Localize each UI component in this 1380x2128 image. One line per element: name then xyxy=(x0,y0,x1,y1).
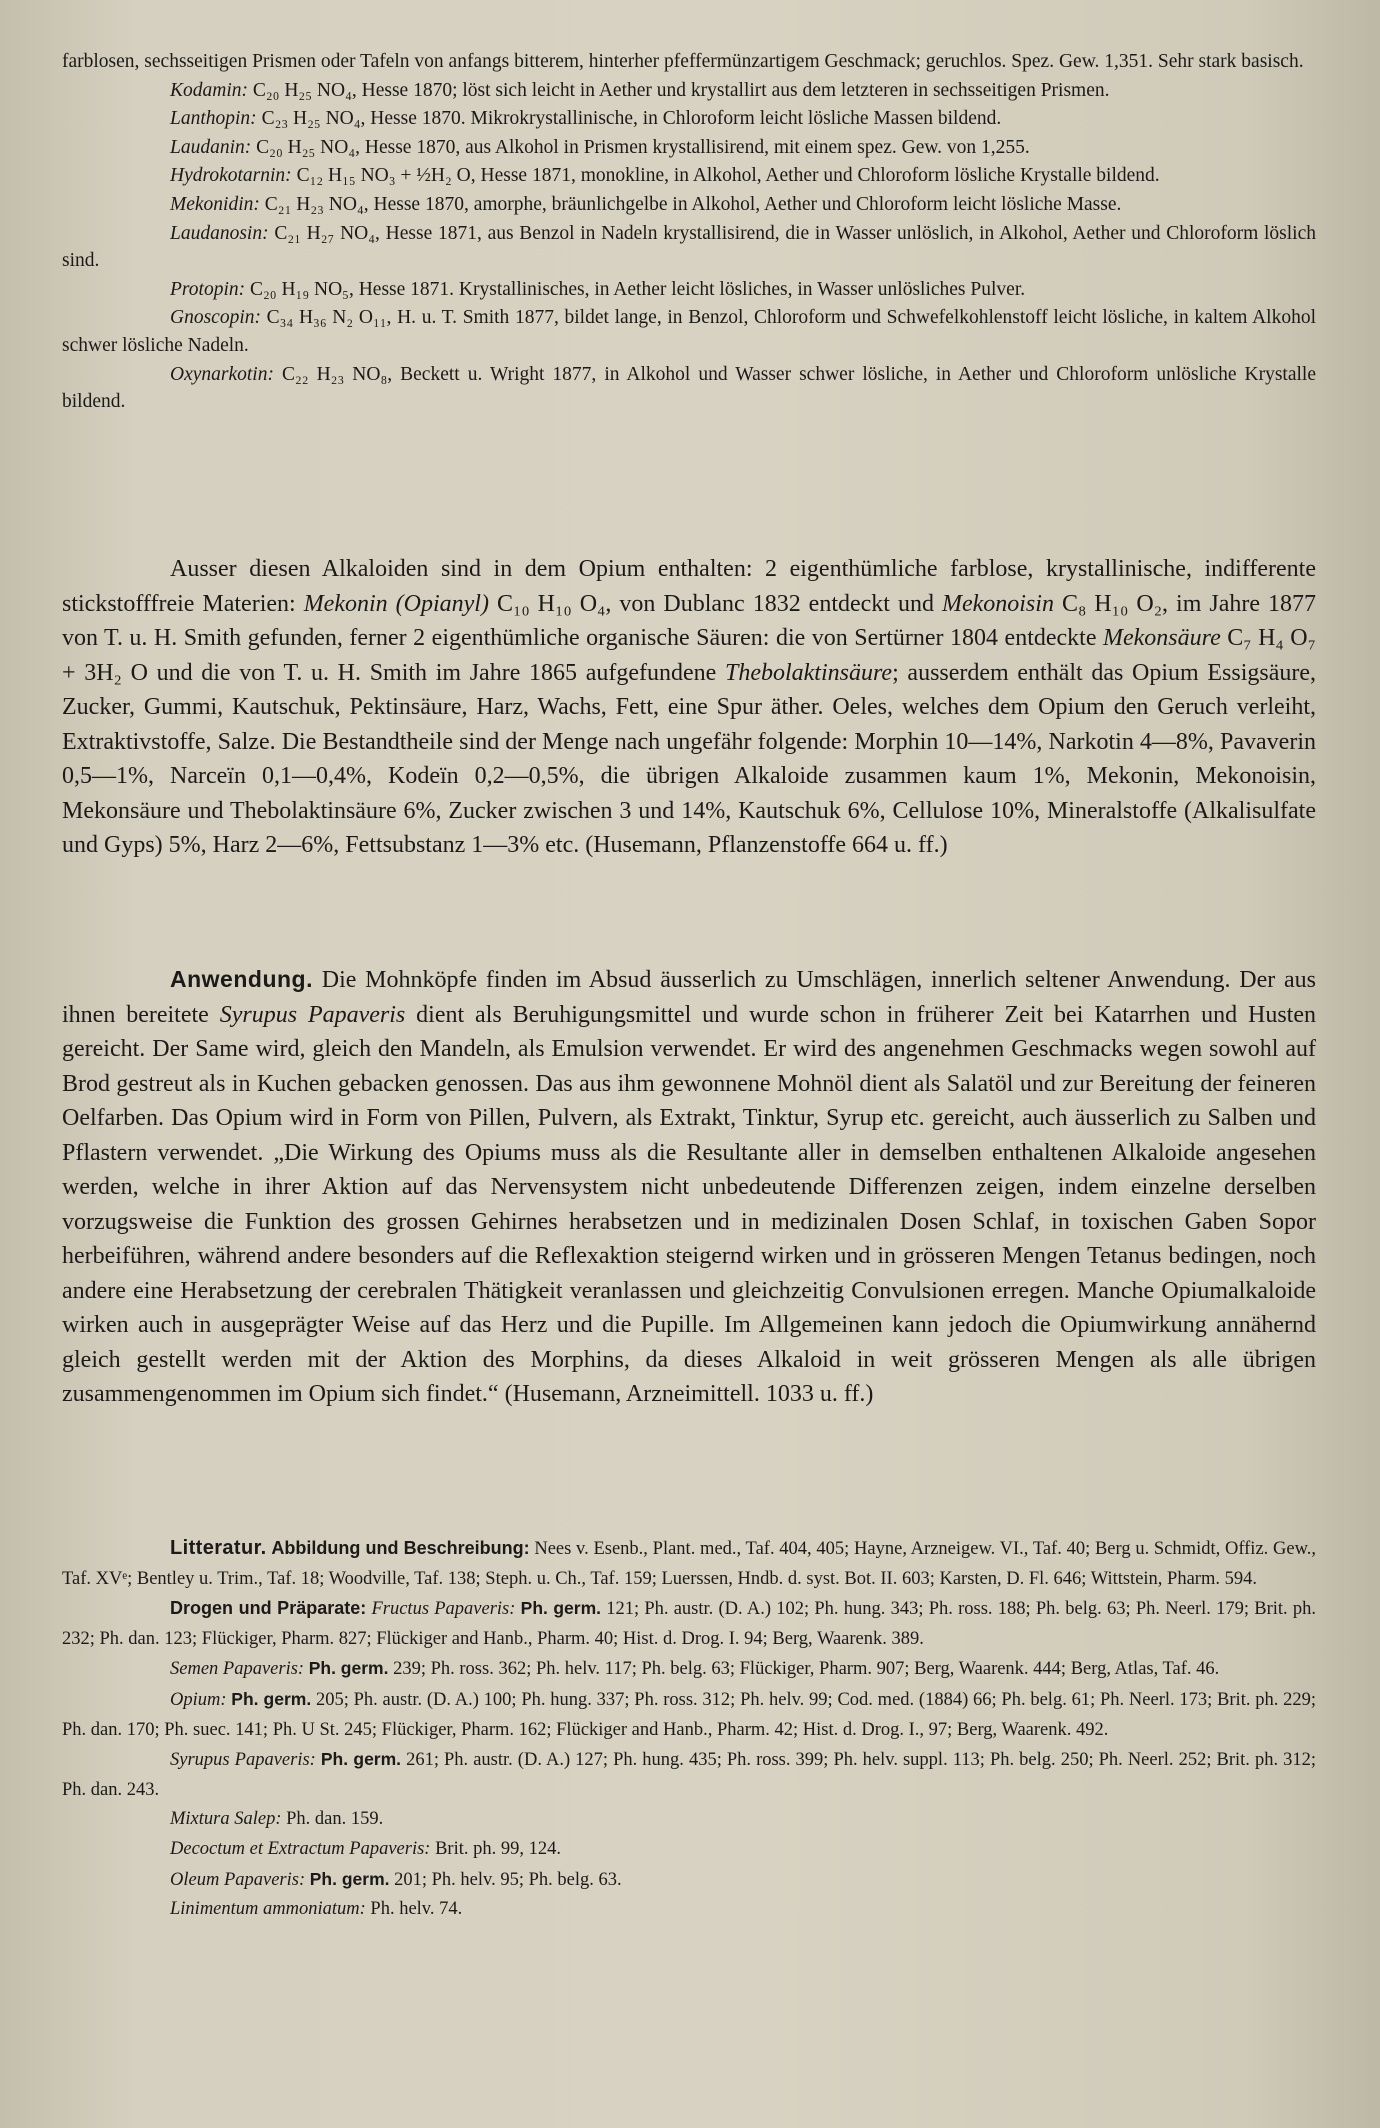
literature-text: Nees v. Esenb., Plant. med., Taf. 404, 405; Hayne, Arzneigew. VI., Taf. 40; Berg u. Schmidt, Offiz. Gew., Taf. XVᵉ; Bentley u. Trim., Taf. 18; Woodville, Taf. 138; Steph. u. Ch., Taf. 159; Luerssen, Hndb. d. syst. Bot. II. 603; Karsten, D. Fl. 646; Wittstein, Pharm. 594. xyxy=(62,1539,1317,1589)
alkaloid-name: Kodamin: xyxy=(170,79,248,101)
section-heading: Anwendung. xyxy=(170,966,313,992)
pharmacopoeia-ref: Ph. germ. xyxy=(231,1688,312,1709)
literature-entry xyxy=(62,1895,1316,1925)
alkaloid-name: Gnoscopin: xyxy=(170,307,261,329)
alkaloid-entry xyxy=(62,220,1316,275)
alkaloid-name: Mekonidin: xyxy=(170,193,260,215)
literature-text: 261; Ph. austr. (D. A.) 127; Ph. hung. 435; Ph. ross. 399; Ph. helv. suppl. 113; Ph. belg. 250; Ph. Neerl. 252; Brit. ph. 312; Ph. dan. 243. xyxy=(62,1750,1316,1800)
alkaloid-entry xyxy=(62,134,1316,162)
literature-entry xyxy=(62,1594,1316,1654)
literature-entry xyxy=(62,1835,1316,1865)
literature-text: Ph. dan. 159. xyxy=(281,1809,384,1830)
constituents-paragraph xyxy=(62,552,1316,863)
literature-entry xyxy=(62,1865,1316,1896)
alkaloid-description: C₂₀ H₂₅ NO₄, Hesse 1870; löst sich leicht in Aether und krystallirt aus dem letzteren in sechsseitigen Prismen. xyxy=(248,79,1110,101)
alkaloid-name: Laudanosin: xyxy=(170,222,269,244)
alkaloid-entry xyxy=(62,162,1316,190)
literature-text: 205; Ph. austr. (D. A.) 100; Ph. hung. 337; Ph. ross. 312; Ph. helv. 99; Cod. med. (1884) 66; Ph. belg. 61; Ph. Neerl. 173; Brit. ph. 229; Ph. dan. 170; Ph. suec. 141; Ph. U St. 245; Flückiger, Pharm. 162; Flückiger and Hanb., Pharm. 42; Hist. d. Drog. I., 97; Berg, Waarenk. 492. xyxy=(62,1689,1316,1740)
alkaloid-description: C₃₄ H₃₆ N₂ O₁₁, H. u. T. Smith 1877, bildet lange, in Benzol, Chloroform und Schwefelkohlenstoff leicht lösliche, in kaltem Alkohol schwer lösliche Nadeln. xyxy=(62,307,1316,356)
literature-entry xyxy=(62,1745,1316,1805)
literature-subheading: Abbildung und Beschreibung: xyxy=(271,1538,530,1558)
alkaloid-description: C₂₁ H₂₃ NO₄, Hesse 1870, amorphe, bräunlichgelbe in Alkohol, Aether und Chloroform leicht lösliche Masse. xyxy=(259,193,1122,215)
preparation-name: Mixtura Salep: xyxy=(170,1809,282,1830)
alkaloid-description: C₁₂ H₁₅ NO₃ + ½H₂ O, Hesse 1871, monokline, in Alkohol, Aether und Chloroform lösliche Krystalle bildend. xyxy=(291,165,1160,187)
compound-name: Mekonin (Opianyl) xyxy=(303,590,489,617)
alkaloid-entry xyxy=(62,105,1316,133)
compound-name: Thebolaktinsäure xyxy=(724,659,893,686)
alkaloid-description: C₂₀ H₂₅ NO₄, Hesse 1870, aus Alkohol in Prismen krystallisirend, mit einem spez. Gew. von 1,255. xyxy=(251,136,1030,158)
alkaloid-entry xyxy=(62,304,1316,359)
pharmacopoeia-ref: Ph. germ. xyxy=(308,1658,389,1679)
literature-entry xyxy=(62,1685,1316,1745)
pharmacopoeia-ref: Ph. germ. xyxy=(520,1598,601,1619)
paragraph-text: Ausser diesen Alkaloiden sind in dem Opium enthalten: 2 eigenthümliche farblose, krystallinische, indifferente stickstofffreie Materien: Mekonin (Opianyl) C₁₀ H₁₀ O₄, von Dublanc 1832 entdeckt und Mekonoisin C₈ H₁₀ O₂, im Jahre 1877 von T. u. H. Smith gefunden, ferner 2 eigenthümliche organische Säuren: die von Sertürner 1804 entdeckte Mekonsäure C₇ H₄ O₇ + 3H₂ O und die von T. u. H. Smith im Jahre 1865 aufgefundene Thebolaktinsäure; ausserdem enthält das Opium Essigsäure, Zucker, Gummi, Kautschuk, Pektinsäure, Harz, Wachs, Fett, eine Spur äther. Oeles, welches dem Opium den Geruch verleiht, Extraktivstoffe, Salze. Die Bestandtheile sind der Menge nach ungefähr folgende: Morphin 10—14%, Narkotin 4—8%, Pavaverin 0,5—1%, Narceïn 0,1—0,4%, Kodeïn 0,2—0,5%, die übrigen Alkaloide zusammen kaum 1%, Mekonin, Mekonoisin, Mekonsäure und Thebolaktinsäure 6%, Zucker zwischen 3 und 14%, Kautschuk 6%, Cellulose 10%, Mineralstoffe (Alkalisulfate und Gyps) 5%, Harz 2—6%, Fettsubstanz 1—3% etc. (Husemann, Pflanzenstoffe 664 u. ff.) xyxy=(62,556,1317,858)
preparation-name: Fructus Papaveris: xyxy=(371,1599,516,1620)
literature-subheading: Drogen und Präparate: xyxy=(170,1598,367,1619)
alkaloid-continuation: farblosen, sechsseitigen Prismen oder Tafeln von anfangs bitterem, hinterher pfeffermünzartigem Geschmack; geruchlos. Spez. Gew. 1,351. Sehr stark basisch. xyxy=(62,51,1304,72)
alkaloid-name: Oxynarkotin: xyxy=(170,363,274,385)
compound-name: Mekonoisin xyxy=(941,590,1054,617)
literature-text: Ph. helv. 74. xyxy=(365,1899,463,1920)
paragraph-text: Anwendung. Die Mohnköpfe finden im Absud äusserlich zu Umschlägen, innerlich seltener Anwendung. Der aus ihnen bereitete Syrupus Papaveris dient als Beruhigungsmittel und wurde schon in früherer Zeit bei Katarrhen und Husten gereicht. Der Same wird, gleich den Mandeln, als Emulsion verwendet. Er wird des angenehmen Geschmacks wegen sowohl auf Brod gestreut als in Kuchen gebacken genossen. Das aus ihm gewonnene Mohnöl dient als Salatöl und zur Bereitung der feineren Oelfarben. Das Opium wird in Form von Pillen, Pulvern, als Extrakt, Tinktur, Syrup etc. gereicht, auch äusserlich zu Salben und Pflastern verwendet. „Die Wirkung des Opiums muss als die Resultante aller in demselben enthaltenen Alkaloide angesehen werden, welche in ihrer Aktion auf das Nervensystem nicht unbedeutende Differenzen zeigen, indem einzelne derselben vorzugsweise die Funktion des grossen Gehirnes herabsetzen und in medizinalen Dosen Schlaf, in toxischen Gaben Sopor herbeiführen, während andere besonders auf die Reflexaktion steigernd wirken und in grösseren Mengen Tetanus bedingen, noch andere eine Herabsetzung der cerebralen Thätigkeit veranlassen und gleichzeitig Convulsionen erregen. Manche Opiumalkaloide wirken auch in ausgeprägter Weise auf das Herz und die Pupille. Im Allgemeinen kann jedoch die Opiumwirkung annähernd gleich gestellt werden mit der Aktion des Morphins, da dieses Alkaloid in weit grösseren Mengen als alle übrigen zusammengenommen im Opium sich findet.“ (Husemann, Arzneimittell. 1033 u. ff.) xyxy=(62,966,1316,1407)
literature-text: Brit. ph. 99, 124. xyxy=(430,1838,561,1859)
alkaloid-description: C₂₀ H₁₉ NO₅, Hesse 1871. Krystallinisches, in Aether leicht lösliches, in Wasser unlösliches Pulver. xyxy=(245,278,1026,300)
preparation-name: Linimentum ammoniatum: xyxy=(170,1899,366,1920)
alkaloid-entry xyxy=(62,361,1316,416)
alkaloid-entry xyxy=(62,77,1316,105)
alkaloid-entry xyxy=(62,276,1316,304)
alkaloid-description: C₂₁ H₂₇ NO₄, Hesse 1871, aus Benzol in Nadeln krystallisirend, die in Wasser unlöslich, in Alkohol, Aether und Chloroform löslich sind. xyxy=(62,222,1316,272)
alkaloid-name: Hydrokotarnin: xyxy=(170,165,292,187)
alkaloid-name: Lanthopin: xyxy=(170,108,257,130)
preparation-name: Syrupus Papaveris: xyxy=(170,1750,316,1771)
literature-heading: Litteratur. xyxy=(170,1537,267,1559)
literature-text: 239; Ph. ross. 362; Ph. helv. 117; Ph. belg. 63; Flückiger, Pharm. 907; Berg, Waarenk. 444; Berg, Atlas, Taf. 46. xyxy=(388,1659,1220,1680)
alkaloid-list xyxy=(62,48,1316,416)
literature-entry xyxy=(62,1805,1316,1835)
preparation-name: Opium: xyxy=(170,1689,227,1710)
compound-name: Mekonsäure xyxy=(1102,625,1221,651)
literature-entry xyxy=(62,1534,1316,1594)
literature-text: 201; Ph. helv. 95; Ph. belg. 63. xyxy=(389,1869,622,1890)
pharmacopoeia-ref: Ph. germ. xyxy=(320,1749,402,1770)
preparation-name: Oleum Papaveris: xyxy=(170,1869,306,1890)
literature-section xyxy=(62,1534,1316,1925)
preparation-name: Semen Papaveris: xyxy=(170,1659,305,1680)
literature-text: 121; Ph. austr. (D. A.) 102; Ph. hung. 343; Ph. ross. 188; Ph. belg. 63; Ph. Neerl. 179; Brit. ph. 232; Ph. dan. 123; Flückiger, Pharm. 827; Flückiger and Hanb., Pharm. 40; Hist. d. Drog. I. 94; Berg, Waarenk. 389. xyxy=(62,1599,1317,1649)
preparation-name: Decoctum et Extractum Papaveris: xyxy=(170,1838,431,1859)
usage-paragraph xyxy=(62,962,1316,1412)
alkaloid-name: Protopin: xyxy=(170,278,246,300)
literature-entry xyxy=(62,1654,1316,1685)
alkaloid-name: Laudanin: xyxy=(170,136,252,158)
alkaloid-description: C₂₂ H₂₃ NO₈, Beckett u. Wright 1877, in Alkohol und Wasser schwer lösliche, in Aether und Chloroform unlösliche Krystalle bildend. xyxy=(62,363,1316,413)
pharmacopoeia-ref: Ph. germ. xyxy=(309,1868,390,1889)
alkaloid-entry xyxy=(62,191,1316,219)
preparation-name: Syrupus Papaveris xyxy=(219,1001,406,1028)
alkaloid-description: C₂₃ H₂₅ NO₄, Hesse 1870. Mikrokrystallinische, in Chloroform leicht lösliche Massen bildend. xyxy=(256,108,1002,130)
